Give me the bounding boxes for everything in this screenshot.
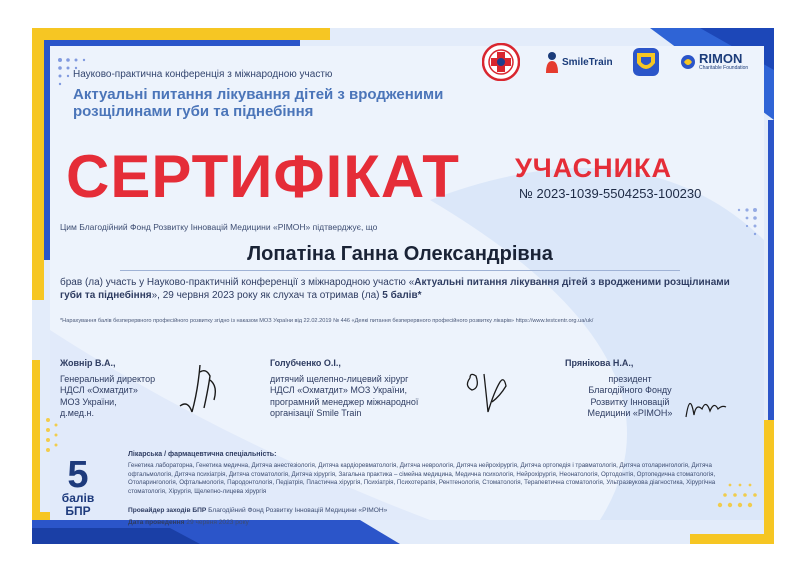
provider-line <box>128 507 387 514</box>
signatory-position: дитячий щелепно-лицевий хірург <box>270 373 409 384</box>
rimon-logo <box>680 42 748 82</box>
smile-train-logo <box>544 42 613 82</box>
specialties-list: Генетика лабораторна, Генетика медична, Дитяча анестезіологія, Дитяча кардіоревматологія, Дитяча неврологія, Дитяча нейрохірургія, Дитяча ортопедія і травматологія, Дитяча отоларингологія, Дитяча офтальмологія, Дитяча психіатрія, Дитяча стоматологія, Дитяча хірургія, Загальна практика – сімейна медицина, Медична психологія, Нейрохірургія, Неонатологія, Ортодонтія, Ортопедична стоматологія, Отоларингологія, Офтальмологія, Пародонтологія, Педіатрія, Пластична хірургія, Психіатрія, Психотерапія, Рентгенологія, Стоматологія, Терапевтична стоматологія, Ультразвукова діагностика, Хірургічна стоматологія, Хірургія, Щелепно-лицева хірургія <box>128 462 716 495</box>
signatory-golubchenko <box>270 358 418 420</box>
certificate-title: СЕРТИФІКАТ <box>66 143 460 210</box>
name-underline <box>120 270 680 271</box>
partner-logos <box>480 42 770 88</box>
certificate-subtitle: УЧАСНИКА <box>515 153 672 183</box>
rimon-subtitle: Charitable Foundation <box>699 65 749 71</box>
signatory-position: МОЗ України, <box>60 396 117 407</box>
signatory-position: Розвитку Інновацій <box>590 396 670 407</box>
points-abbr: БПР <box>65 504 91 518</box>
signature-golubchenko <box>460 362 520 422</box>
signatory-position: НДСЛ «Охматдит» <box>60 385 138 395</box>
signatory-position: Генеральний директор <box>60 373 156 384</box>
okhmatdyt-logo <box>482 42 520 82</box>
participation-prefix: брав (ла) участь у Науково-практичній конференції з міжнародною участю « <box>60 277 415 288</box>
event-date-label: Дата проведення <box>128 519 185 526</box>
event-date-value: 29 червня 2023 року <box>186 519 249 526</box>
participation-text <box>60 276 740 302</box>
participation-points: 5 балів* <box>382 290 422 301</box>
provider-label: Провайдер заходів БПР <box>128 507 207 514</box>
signature-zhovnir <box>170 360 230 420</box>
signatory-position: Благодійного Фонду <box>588 385 672 395</box>
signatory-position: Медицини «РІМОН» <box>587 408 673 418</box>
smile-train-person-icon <box>544 51 560 73</box>
conference-label: Науково-практична конференція з міжнародною участю <box>73 69 333 80</box>
provider-value: Благодійний Фонд Розвитку Інновацій Медицини «РІМОН» <box>208 507 388 514</box>
conference-title: Актуальні питання лікування дітей з вродженими розщілинами губи та піднебіння <box>73 86 444 120</box>
points-unit: балів <box>61 491 95 505</box>
okhmatdyt-emblem-icon <box>482 43 520 81</box>
confirmation-text: Цим Благодійний Фонд Розвитку Інновацій Медицини «РІМОН» підтверджує, що <box>60 222 378 232</box>
points-footnote: *Нарахування балів безперервного професійного розвитку згідно із наказом МОЗ України від 22.02.2019 № 446 «Деякі питання безперервного професійного розвитку лікарів» https://www.testcentr.org.ua/uk/ <box>60 318 594 324</box>
signatory-position: д.мед.н. <box>60 408 94 418</box>
signatory-pryanikova <box>565 358 695 420</box>
signatory-position: програмний менеджер міжнародної <box>270 396 419 407</box>
specialties-heading: Лікарська / фармацевтична спеціальність: <box>128 451 277 458</box>
event-date-line <box>128 519 249 526</box>
participation-mid: », 29 червня 2023 року як слухач та отримав (ла) <box>151 290 383 301</box>
recipient-name: Лопатіна Ганна Олександрівна <box>247 243 553 265</box>
rimon-wordmark: RIMON <box>699 51 743 66</box>
rimon-emblem-icon <box>680 54 696 70</box>
points-value: 5 <box>67 454 89 496</box>
signatory-name: Прянікова Н.А., <box>565 358 634 368</box>
signatory-zhovnir <box>60 358 155 420</box>
participation-conference: Актуальні питання лікування дітей з вродженими розщілинами губи та піднебіння <box>60 277 730 301</box>
certificate-number: № 2023-1039-5504253-100230 <box>519 186 702 201</box>
signature-pryanikova <box>680 385 730 425</box>
shield-icon <box>632 47 660 77</box>
points-badge <box>56 454 100 518</box>
signatory-position: НДСЛ «Охматдит» МОЗ України, <box>270 385 408 395</box>
ua-shield-logo <box>632 42 660 82</box>
signatory-position: президент <box>608 373 652 384</box>
smile-train-wordmark: SmileTrain <box>562 56 613 68</box>
signatory-name: Голубченко О.І., <box>270 358 341 368</box>
signatory-name: Жовнір В.А., <box>60 358 116 368</box>
signatory-position: організації Smile Train <box>270 408 362 418</box>
